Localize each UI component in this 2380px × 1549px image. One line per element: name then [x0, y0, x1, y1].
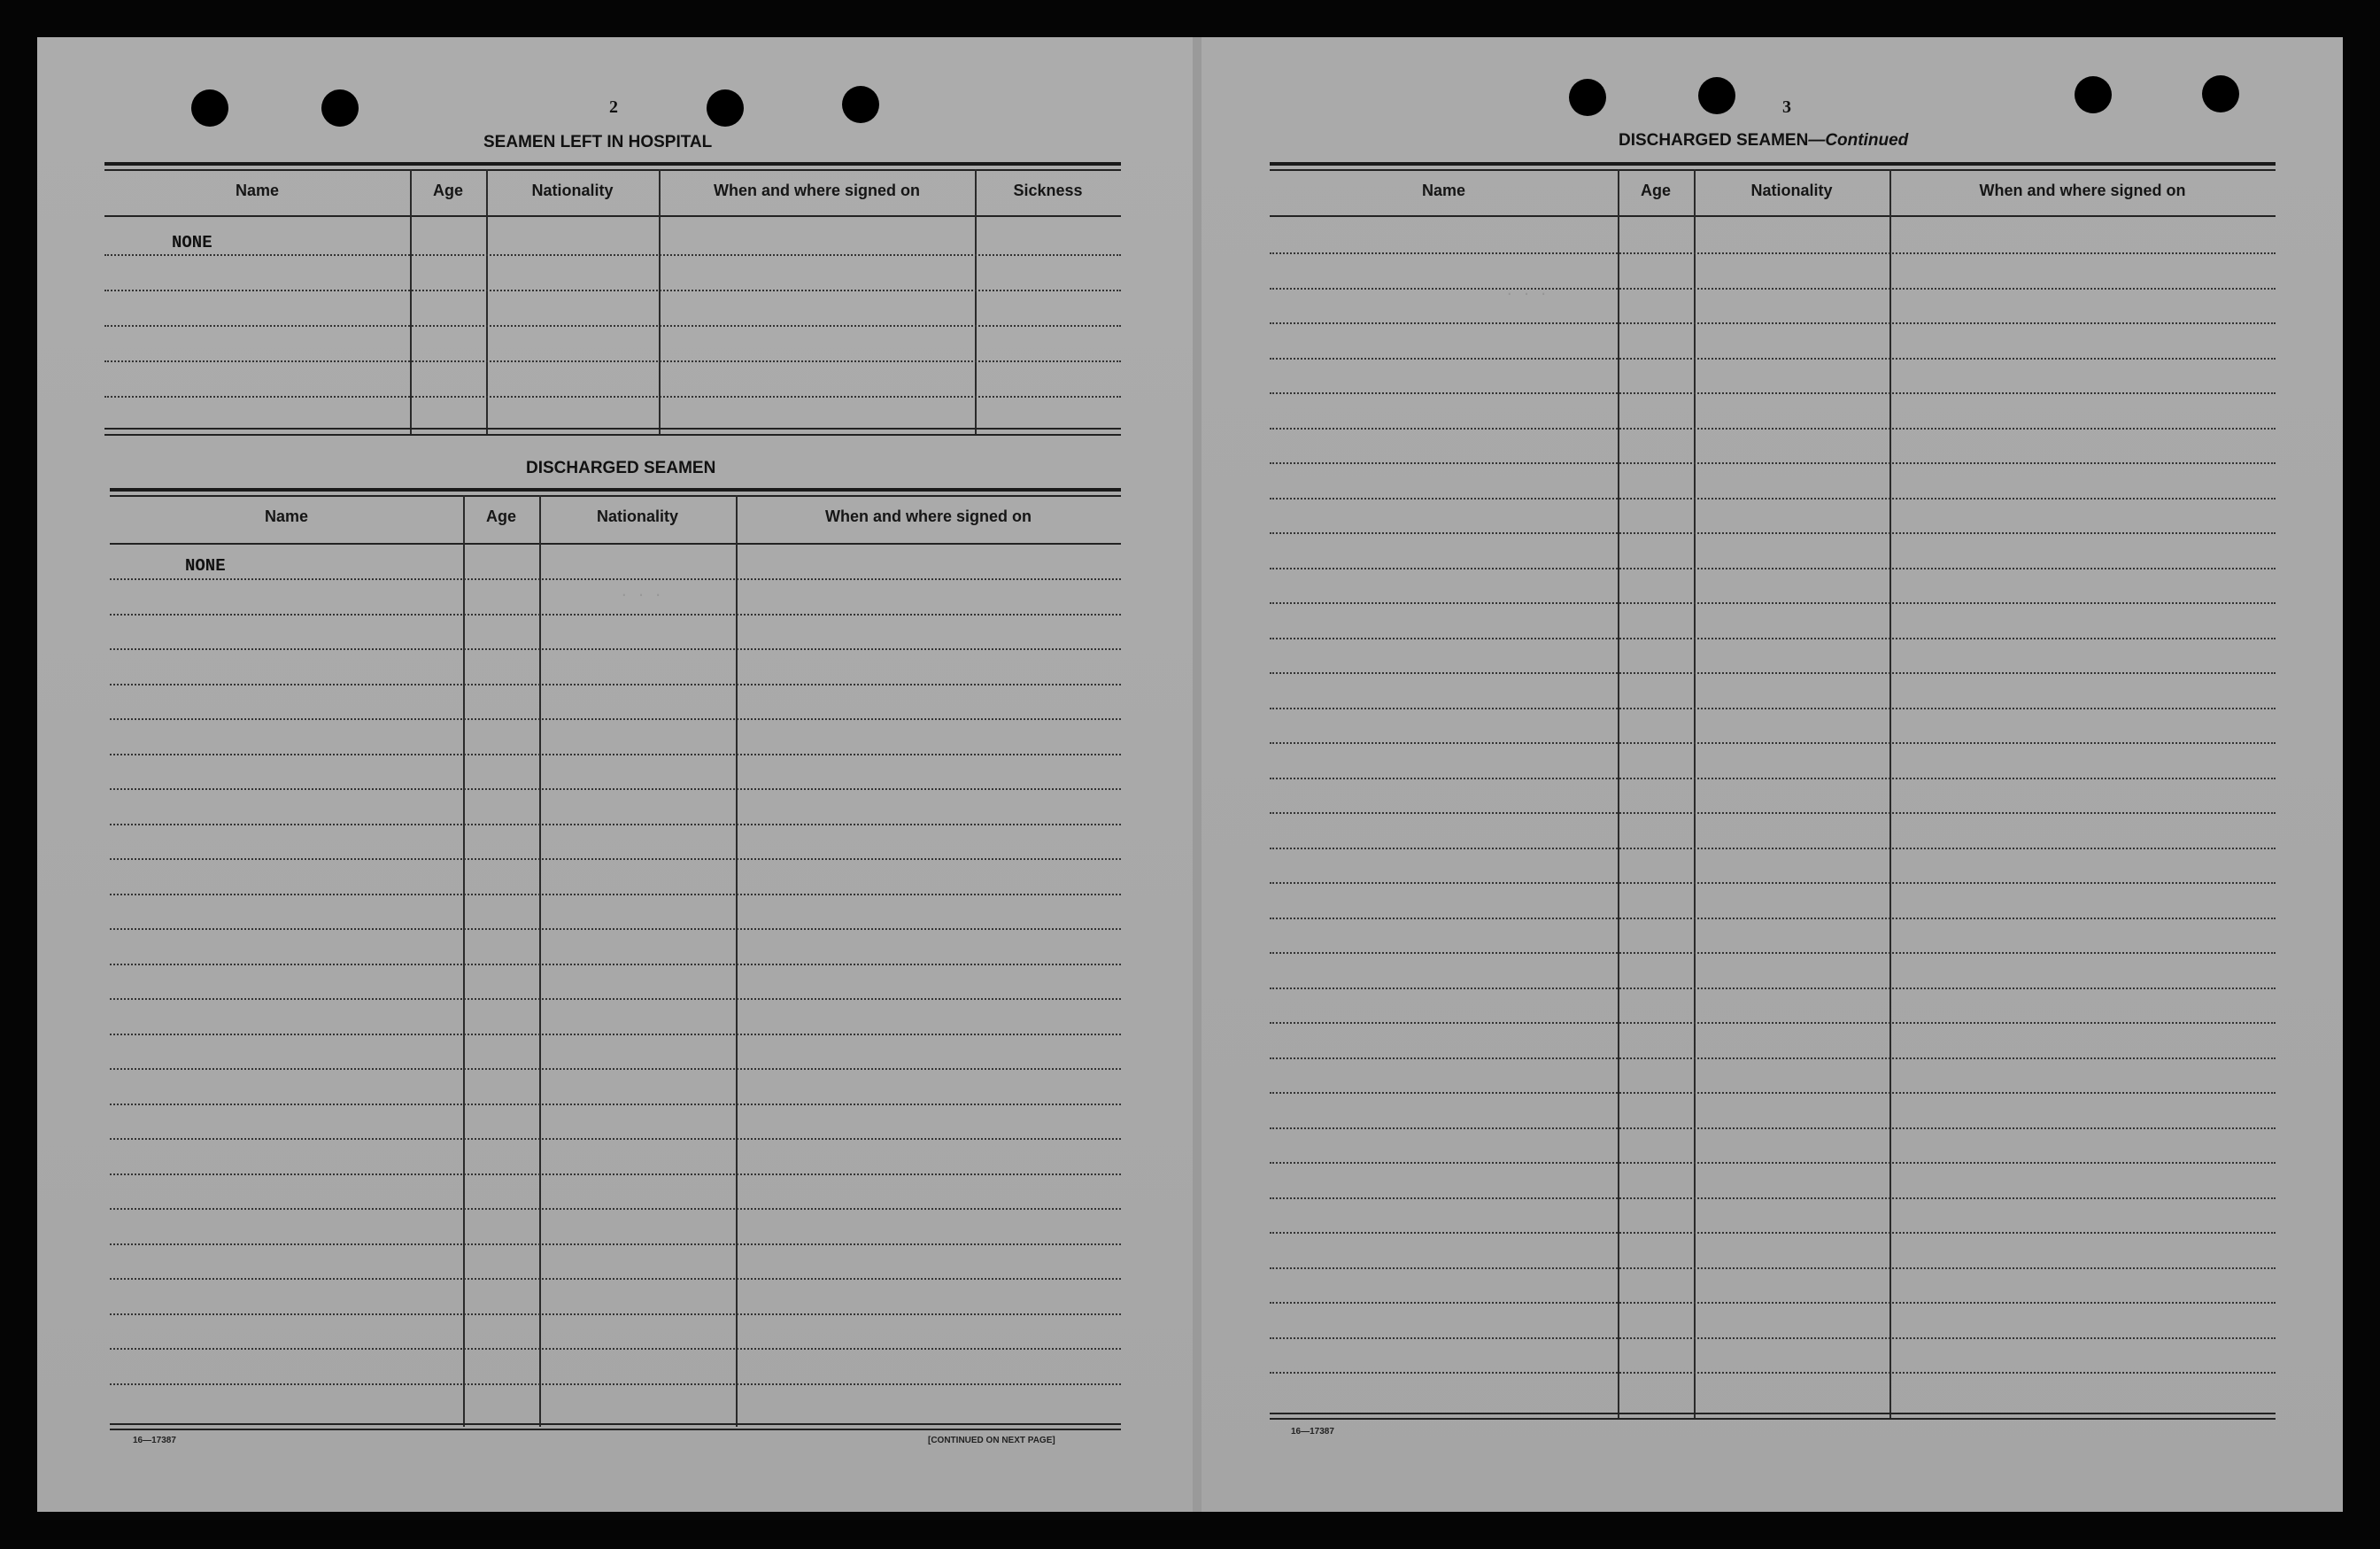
bleed-through-text: . . . — [620, 585, 663, 600]
table-row — [1270, 1372, 2276, 1374]
table-row — [110, 1104, 1121, 1105]
table-row — [1270, 708, 2276, 709]
column-header-when-where: When and where signed on — [824, 507, 1032, 525]
table-row — [1270, 252, 2276, 254]
table-row — [110, 684, 1121, 685]
table-row — [110, 648, 1121, 650]
table-row — [1270, 987, 2276, 989]
table-row — [110, 1034, 1121, 1035]
table-row — [1270, 812, 2276, 814]
table-row — [1270, 848, 2276, 849]
table-row — [1270, 1197, 2276, 1199]
hospital-section-title: SEAMEN LEFT IN HOSPITAL — [483, 133, 713, 151]
table-row — [1270, 672, 2276, 674]
table-row — [1270, 1057, 2276, 1059]
punch-hole — [191, 89, 228, 127]
table-row — [1270, 1267, 2276, 1269]
table-row — [110, 1313, 1121, 1315]
table-row — [1270, 462, 2276, 464]
table-row — [1270, 1232, 2276, 1234]
punch-hole — [842, 86, 879, 123]
table-row — [110, 718, 1121, 720]
table-row — [1270, 1162, 2276, 1164]
punch-hole — [2075, 76, 2112, 113]
discharged-entry: NONE — [185, 556, 226, 576]
table-row — [110, 1348, 1121, 1350]
table-row — [110, 998, 1121, 1000]
column-header-nationality: Nationality — [1750, 182, 1833, 199]
page-number: 2 — [609, 97, 618, 117]
table-row — [1270, 498, 2276, 500]
punch-hole — [1569, 79, 1606, 116]
page-number: 3 — [1782, 97, 1791, 117]
table-row — [104, 360, 1121, 362]
table-row — [1270, 428, 2276, 430]
column-header-name: Name — [1421, 182, 1466, 199]
column-header-sickness: Sickness — [1013, 182, 1083, 199]
discharged-continued-table — [1270, 162, 2276, 1420]
table-row — [110, 1068, 1121, 1070]
title-suffix: —Continued — [1808, 131, 1909, 150]
column-header-name: Name — [264, 507, 309, 525]
table-row — [1270, 602, 2276, 604]
table-row — [104, 290, 1121, 291]
punch-hole — [2202, 75, 2239, 112]
table-row — [104, 254, 1121, 256]
discharged-table — [110, 488, 1121, 1430]
column-header-age: Age — [485, 507, 516, 525]
table-row — [1270, 532, 2276, 534]
table-row — [110, 894, 1121, 895]
column-header-nationality: Nationality — [531, 182, 614, 199]
table-row — [1270, 952, 2276, 954]
column-header-age: Age — [432, 182, 463, 199]
table-row — [110, 928, 1121, 930]
table-row — [1270, 1092, 2276, 1094]
table-row — [110, 614, 1121, 616]
table-row — [1270, 322, 2276, 324]
table-row — [110, 1138, 1121, 1140]
table-row — [110, 788, 1121, 790]
page-gutter — [1193, 37, 1202, 1512]
table-row — [110, 754, 1121, 755]
title-main: DISCHARGED SEAMEN — [1619, 131, 1809, 150]
table-row — [1270, 1337, 2276, 1339]
bleed-through-text: . . . — [1505, 283, 1549, 299]
column-header-when-where: When and where signed on — [713, 182, 920, 199]
column-header-when-where: When and where signed on — [1979, 182, 2186, 199]
table-row — [110, 1208, 1121, 1210]
table-row — [110, 964, 1121, 965]
table-row — [110, 1243, 1121, 1245]
hospital-table — [104, 162, 1121, 438]
table-row — [104, 325, 1121, 327]
table-row — [1270, 882, 2276, 884]
discharged-continued-title — [1619, 131, 1908, 151]
continued-note: [CONTINUED ON NEXT PAGE] — [928, 1436, 1055, 1445]
table-row — [110, 578, 1121, 580]
table-row — [1270, 568, 2276, 569]
table-row — [1270, 288, 2276, 290]
column-header-name: Name — [235, 182, 280, 199]
table-row — [1270, 358, 2276, 360]
table-row — [1270, 392, 2276, 394]
table-row — [110, 1173, 1121, 1175]
table-row — [110, 1278, 1121, 1280]
discharged-section-title: DISCHARGED SEAMEN — [526, 459, 716, 477]
form-number: 16—17387 — [1291, 1427, 1334, 1437]
table-row — [1270, 742, 2276, 744]
table-row — [1270, 1127, 2276, 1129]
table-row — [1270, 918, 2276, 919]
table-row — [1270, 778, 2276, 779]
hospital-entry: NONE — [172, 233, 212, 252]
column-header-age: Age — [1640, 182, 1671, 199]
punch-hole — [1698, 77, 1735, 114]
table-row — [1270, 1022, 2276, 1024]
table-row — [1270, 1302, 2276, 1304]
punch-hole — [321, 89, 359, 127]
table-row — [110, 824, 1121, 825]
table-row — [110, 1383, 1121, 1385]
form-number: 16—17387 — [133, 1436, 176, 1445]
table-row — [1270, 638, 2276, 639]
table-row — [110, 858, 1121, 860]
column-header-nationality: Nationality — [596, 507, 678, 525]
table-row — [104, 396, 1121, 398]
punch-hole — [707, 89, 744, 127]
